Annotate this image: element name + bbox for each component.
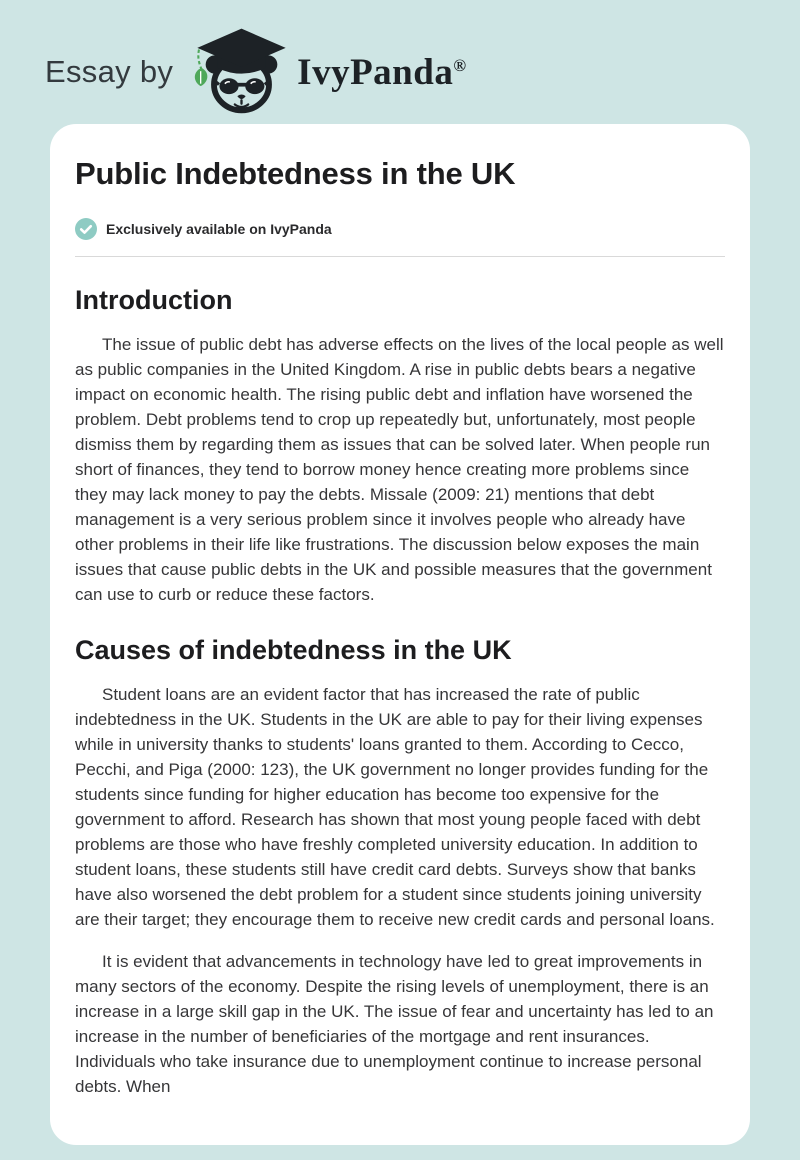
availability-badge: [75, 218, 725, 240]
availability-label: Exclusively available on IvyPanda: [106, 221, 332, 237]
check-icon: [75, 218, 97, 240]
registered-trademark: ®: [453, 55, 467, 75]
essay-title: Public Indebtedness in the UK: [75, 156, 516, 191]
section-introduction: [75, 284, 725, 607]
paragraph: It is evident that advancements in technology have led to great improvements in many sectors of the economy. Despite the rising levels of unemployment, there is an increase in a large skill gap in the UK. The issue of fear and uncertainty has led to an increase in the number of beneficiaries of the mortgage and rent insurances. Individuals who take insurance due to unemployment continue to increase personal debts. When: [75, 952, 714, 1096]
brand-name[interactable]: [297, 51, 466, 94]
essay-card: [50, 124, 750, 1145]
introduction-heading: Introduction: [75, 285, 233, 315]
paragraph: The issue of public debt has adverse effects on the lives of the local people as well as public companies in the United Kingdom. A rise in public debts bears a negative impact on economic health. The rising public debt and inflation have worsened the problem. Debt problems tend to crop up repeatedly but, unfortunately, most people dismiss them by regarding them as issues that can be solved later. When people run short of finances, they tend to borrow money hence creating more problems since they may lack money to pay the debts. Missale (2009: 21) mentions that debt management is a very serious problem since it involves people who already have other problems in their life like frustrations. The discussion below exposes the main issues that cause public debts in the UK and possible measures that the government can use to curb or reduce these factors.: [75, 335, 724, 604]
essay-by-label: Essay by: [45, 54, 174, 89]
page-header: [0, 0, 800, 118]
ivypanda-panda-logo-icon[interactable]: [189, 26, 289, 118]
causes-heading: Causes of indebtedness in the UK: [75, 635, 512, 665]
section-causes: [75, 634, 725, 1099]
brand-text: IvyPanda: [297, 51, 454, 93]
paragraph: Student loans are an evident factor that has increased the rate of public indebtedness in the UK. Students in the UK are able to pay for their living expenses while in university thanks to students' loans granted to them. According to Cecco, Pecchi, and Piga (2000: 123), the UK government no longer provides funding for the students since funding for higher education has become too expensive for the government to afford. Research has shown that most young people faced with debt problems are those who have freshly completed university education. In addition to student loans, these students still have credit card debts. Surveys show that banks have also worsened the debt problem for a student since students joining university are their target; they encourage them to receive new credit cards and personal loans.: [75, 685, 715, 929]
divider: [75, 256, 725, 257]
